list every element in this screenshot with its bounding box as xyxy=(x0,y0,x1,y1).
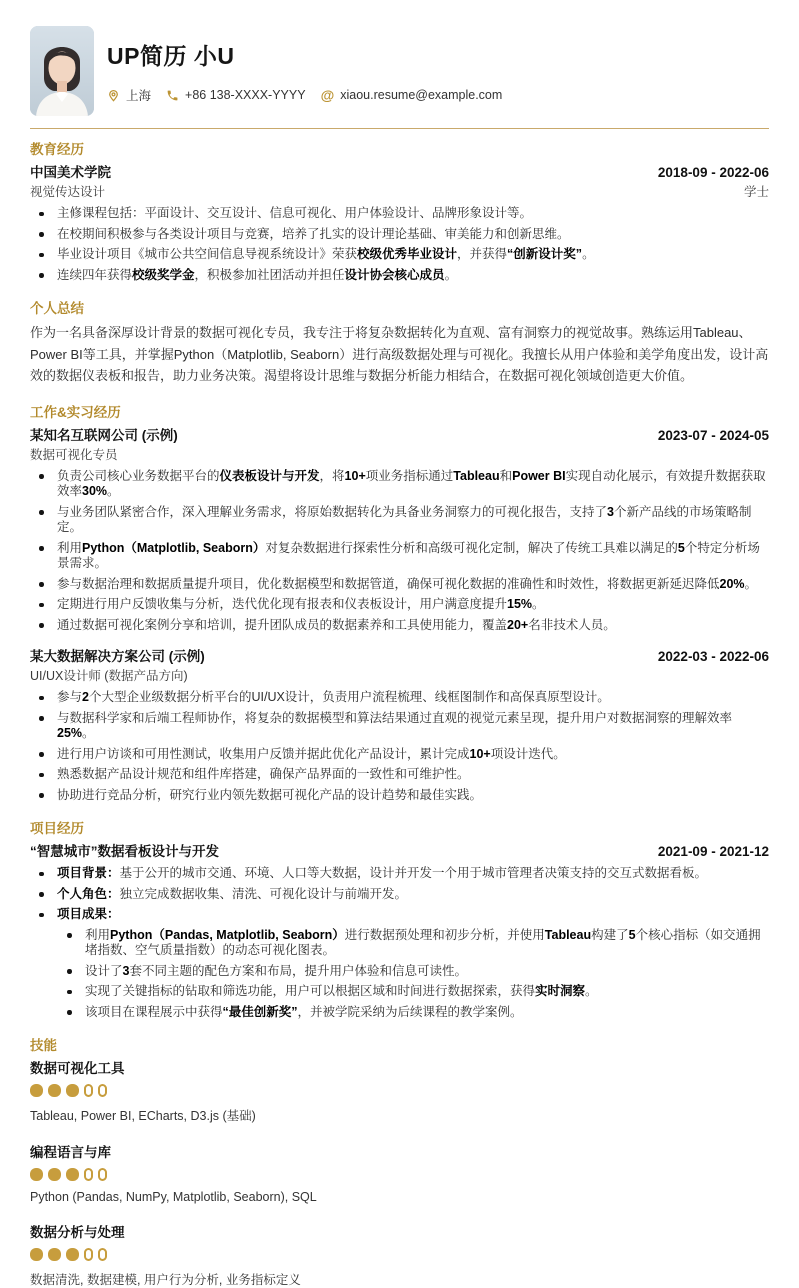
project-name-row xyxy=(30,840,769,860)
rating-dot-filled xyxy=(66,1248,79,1261)
bullet-item: 利用Python（Matplotlib, Seaborn）对复杂数据进行探索性分析和高级可视化定制，解决了传统工具难以满足的5个特定分析场景需求。 xyxy=(30,541,769,572)
map-pin-icon xyxy=(107,89,120,102)
skill-item-2 xyxy=(30,1141,769,1204)
project-name: “智慧城市”数据看板设计与开发 xyxy=(30,844,219,859)
summary-paragraph: 作为一名具备深厚设计背景的数据可视化专员，我专注于将复杂数据转化为直观、富有洞察力的视觉故事。熟练运用Tableau、Power BI等工具，并掌握Python（Matplotlib, Seaborn）进行高级数据处理与可视化。我擅长从用户体验和美学角度出发，设计高效的数据仪表板和报告，助力业务决策。渴望将设计思维与数据分析能力相结合，在数据可视化领域创造更大价值。 xyxy=(30,325,769,383)
skill-item-3 xyxy=(30,1221,769,1288)
bullet-item: 协助进行竞品分析，研究行业内领先数据可视化产品的设计趋势和最佳实践。 xyxy=(30,788,769,804)
resume-header xyxy=(30,26,769,116)
job2-bullets xyxy=(30,690,769,803)
job2-date: 2022-03 - 2022-06 xyxy=(657,649,769,664)
project-entry-1 xyxy=(30,840,769,1020)
major-name: 视觉传达设计 xyxy=(30,185,106,199)
school-name: 中国美术学院 xyxy=(30,165,111,180)
rating-dot-empty xyxy=(98,1084,107,1097)
job1-bullets xyxy=(30,469,769,634)
rating-dot-filled xyxy=(66,1084,79,1097)
job1-company-row xyxy=(30,424,769,444)
bullet-item: 项目背景：基于公开的城市交通、环境、人口等大数据，设计并开发一个用于城市管理者决策支持的交互式数据看板。 xyxy=(30,866,769,882)
rating-dot-empty xyxy=(84,1168,93,1181)
rating-dot-empty xyxy=(84,1248,93,1261)
rating-dot-empty xyxy=(98,1248,107,1261)
phone-icon xyxy=(166,89,179,102)
rating-dot-filled xyxy=(30,1168,43,1181)
candidate-name: UP简历 小U xyxy=(107,43,235,69)
rating-dot-filled xyxy=(30,1084,43,1097)
section-title-skills: 技能 xyxy=(30,1038,57,1053)
job1-date: 2023-07 - 2024-05 xyxy=(657,427,769,443)
rating-dot-empty xyxy=(98,1168,107,1181)
rating-dot-filled xyxy=(48,1084,61,1097)
section-work xyxy=(30,401,769,804)
location-text: 上海 xyxy=(126,89,152,103)
email-text: xiaou.resume@example.com xyxy=(340,88,503,102)
section-education xyxy=(30,138,769,283)
skill1-name: 数据可视化工具 xyxy=(30,1061,125,1076)
bullet-item: 定期进行用户反馈收集与分析，迭代优化现有报表和仪表板设计，用户满意度提升15%。 xyxy=(30,597,769,613)
section-title-summary: 个人总结 xyxy=(30,301,84,316)
bullet-item: 负责公司核心业务数据平台的仪表板设计与开发，将10+项业务指标通过Tableau和Power BI实现自动化展示，有效提升数据获取效率30%。 xyxy=(30,469,769,500)
bullet-item: 毕业设计项目《城市公共空间信息导视系统设计》荣获校级优秀毕业设计，并获得“创新设计奖”。 xyxy=(30,247,769,263)
job-entry-2 xyxy=(30,645,769,803)
project-date: 2021-09 - 2021-12 xyxy=(657,844,769,859)
skill2-name: 编程语言与库 xyxy=(30,1145,111,1160)
rating-dot-filled xyxy=(48,1248,61,1261)
job2-role: UI/UX设计师 (数据产品方向) xyxy=(30,669,188,683)
bullet-item: 连续四年获得校级奖学金，积极参加社团活动并担任设计协会核心成员。 xyxy=(30,268,769,284)
bullet-item: 主修课程包括：平面设计、交互设计、信息可视化、用户体验设计、品牌形象设计等。 xyxy=(30,206,769,222)
rating-dot-filled xyxy=(48,1168,61,1181)
job1-company: 某知名互联网公司 (示例) xyxy=(30,427,178,443)
rating-dot-filled xyxy=(66,1168,79,1181)
bullet-item: 在校期间积极参与各类设计项目与竞赛，培养了扎实的设计理论基础、审美能力和创新思维。 xyxy=(30,227,769,243)
rating-dot-empty xyxy=(84,1084,93,1097)
bullet-item: 实现了关键指标的钻取和筛选功能，用户可以根据区域和时间进行数据探索，获得实时洞察。 xyxy=(58,984,769,1000)
job2-company-row xyxy=(30,645,769,665)
section-projects xyxy=(30,817,769,1020)
bullet-item: 进行用户访谈和可用性测试，收集用户反馈并据此优化产品设计，累计完成10+项设计迭代。 xyxy=(30,747,769,763)
project-sub-bullets xyxy=(58,928,769,1021)
skill3-rating xyxy=(30,1248,769,1261)
skill-item-1 xyxy=(30,1057,769,1124)
degree-name: 学士 xyxy=(743,185,769,199)
skill3-name: 数据分析与处理 xyxy=(30,1225,125,1240)
profile-photo-illustration xyxy=(30,26,94,116)
phone-group xyxy=(166,88,306,102)
education-school-row xyxy=(30,161,769,181)
bullet-item: 个人角色：独立完成数据收集、清洗、可视化设计与前端开发。 xyxy=(30,887,769,903)
skill3-detail: 数据清洗, 数据建模, 用户行为分析, 业务指标定义 xyxy=(30,1273,301,1287)
at-sign-icon: @ xyxy=(320,87,335,103)
skill2-detail: Python (Pandas, NumPy, Matplotlib, Seaborn), SQL xyxy=(30,1190,317,1204)
project-bullets xyxy=(30,866,769,923)
job2-company: 某大数据解决方案公司 (示例) xyxy=(30,649,205,664)
section-title-work: 工作&实习经历 xyxy=(30,404,121,420)
profile-photo xyxy=(30,26,94,116)
skill1-detail: Tableau, Power BI, ECharts, D3.js (基础) xyxy=(30,1109,256,1123)
rating-dot-filled xyxy=(30,1248,43,1261)
bullet-item: 熟悉数据产品设计规范和组件库搭建，确保产品界面的一致性和可维护性。 xyxy=(30,767,769,783)
education-bullets xyxy=(30,206,769,283)
bullet-item: 参与数据治理和数据质量提升项目，优化数据模型和数据管道，确保可视化数据的准确性和时效性，将数据更新延迟降低20%。 xyxy=(30,577,769,593)
header-divider xyxy=(30,128,769,129)
job-entry-1 xyxy=(30,424,769,634)
location-group xyxy=(107,86,151,104)
bullet-item: 项目成果： xyxy=(30,907,769,923)
bullet-item: 参与2个大型企业级数据分析平台的UI/UX设计，负责用户流程梳理、线框图制作和高保真原型设计。 xyxy=(30,690,769,706)
job1-role: 数据可视化专员 xyxy=(30,447,118,462)
education-date: 2018-09 - 2022-06 xyxy=(657,165,769,180)
bullet-item: 与数据科学家和后端工程师协作，将复杂的数据模型和算法结果通过直观的视觉元素呈现，提升用户对数据洞察的理解效率25%。 xyxy=(30,711,769,742)
email-group xyxy=(321,87,503,103)
contact-row xyxy=(107,86,517,104)
section-summary xyxy=(30,297,769,387)
bullet-item: 该项目在课程展示中获得“最佳创新奖”，并被学院采纳为后续课程的教学案例。 xyxy=(58,1005,769,1021)
section-skills xyxy=(30,1034,769,1288)
bullet-item: 与业务团队紧密合作，深入理解业务需求，将原始数据转化为具备业务洞察力的可视化报告，支持了3个新产品线的市场策略制定。 xyxy=(30,505,769,536)
bullet-item: 利用Python（Pandas, Matplotlib, Seaborn）进行数据预处理和初步分析，并使用Tableau构建了5个核心指标（如交通拥堵指数、空气质量指数）的动态可视化图表。 xyxy=(58,928,769,959)
bullet-item: 设计了3套不同主题的配色方案和布局，提升用户体验和信息可读性。 xyxy=(58,964,769,980)
skill2-rating xyxy=(30,1168,769,1181)
section-title-projects: 项目经历 xyxy=(30,821,84,836)
section-title-education: 教育经历 xyxy=(30,142,84,157)
phone-text: +86 138-XXXX-YYYY xyxy=(185,88,306,102)
bullet-item: 通过数据可视化案例分享和培训，提升团队成员的数据素养和工具使用能力，覆盖20+名非技术人员。 xyxy=(30,618,769,634)
education-major-row xyxy=(30,182,769,200)
skill1-rating xyxy=(30,1084,769,1097)
header-info xyxy=(107,26,517,116)
